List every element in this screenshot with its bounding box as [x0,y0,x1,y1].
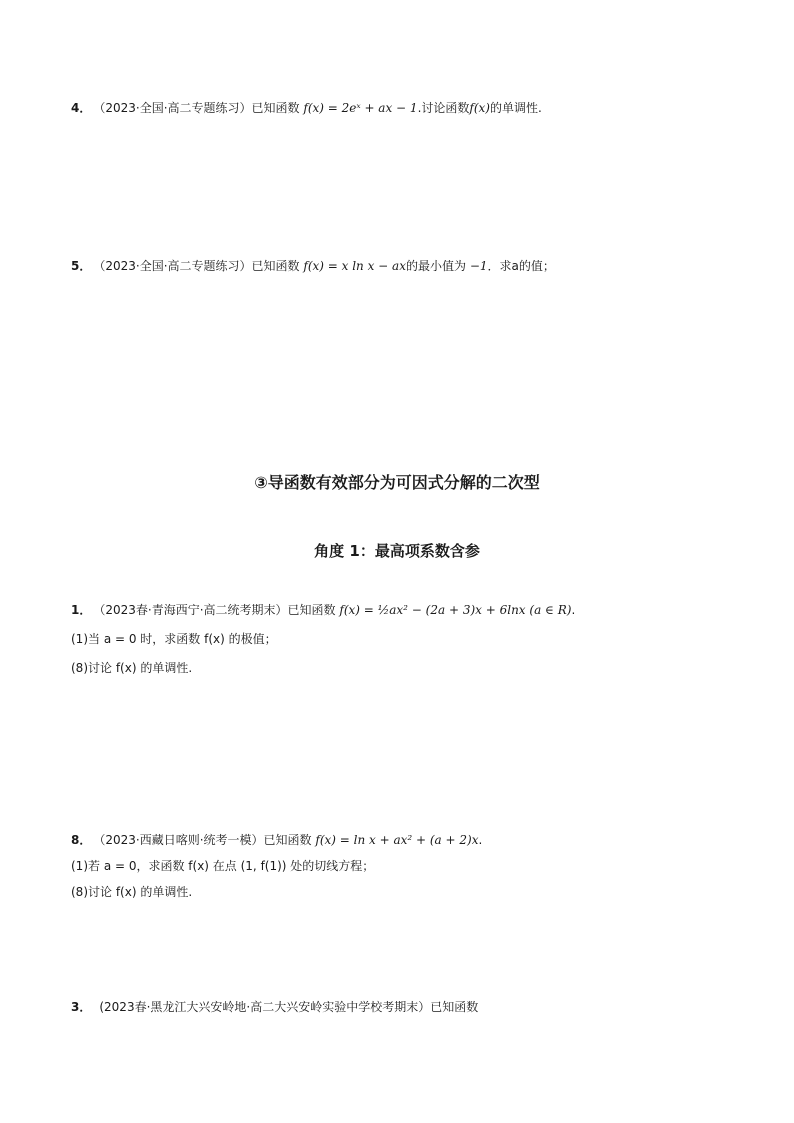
function-formula: f(x) [469,101,490,115]
problem-source: （2023·全国·高二专题练习） [99,101,252,115]
function-formula: f(x) = ln x + ax² + (a + 2)x [315,833,479,847]
problem-number: 8． [71,833,92,847]
sub-question [71,629,575,649]
problem-text: 已知函数 [251,259,300,273]
problem-source: （2023·西藏日喀则·统考一模） [99,833,264,847]
problem-text: 的最小值为 [405,259,466,273]
problem-text: 已知函数 [287,603,336,617]
sub-question-label: (8) [71,661,88,675]
function-formula: f(x) = 2eˣ + ax − 1 [303,101,418,115]
problem-text: 的单调性. [489,101,542,115]
sub-question-text: 若 a = 0，求函数 f(x) 在点 (1, f(1)) 处的切线方程； [88,859,375,873]
problem-number: 5． [71,259,92,273]
problem-3 [71,997,478,1017]
section-title: ③导函数有效部分为可因式分解的二次型 [254,473,540,492]
problem-5 [71,256,555,276]
sub-question [71,658,575,678]
sub-question-text: 讨论 f(x) 的单调性. [88,885,193,899]
sub-question-label: (8) [71,885,88,899]
problem-4 [71,98,542,118]
sub-question-text: 讨论 f(x) 的单调性. [88,661,193,675]
problem-number: 3． [71,1000,92,1014]
sub-question-label: (1) [71,859,88,873]
problem-number: 1． [71,603,92,617]
problem-1 [71,600,575,678]
function-formula: f(x) = x ln x − ax [303,259,406,273]
function-formula: f(x) = ½ax² − (2a + 3)x + 6lnx (a ∈ R) [339,603,572,617]
problem-text: ．求a的值； [487,259,555,273]
subsection-title: 角度 1：最高项系数含参 [314,542,480,560]
problem-source: （2023·全国·高二专题练习） [99,259,252,273]
problem-8 [71,830,482,902]
function-value: −1 [469,259,488,273]
sub-question-label: (1) [71,632,88,646]
problem-text: 已知函数 [263,833,312,847]
sub-question [71,856,482,876]
problem-text: 已知函数 [430,1000,479,1014]
problem-text: 已知函数 [251,101,300,115]
problem-number: 4． [71,101,92,115]
sub-question [71,882,482,902]
problem-text: . [478,833,483,847]
problem-text: . [571,603,576,617]
problem-source: (2023春·黑龙江大兴安岭地·高二大兴安岭实验中学校考期末） [99,1000,431,1014]
problem-source: （2023春·青海西宁·高二统考期末） [99,603,288,617]
sub-question-text: 当 a = 0 时，求函数 f(x) 的极值； [88,632,277,646]
problem-text: .讨论函数 [417,101,470,115]
